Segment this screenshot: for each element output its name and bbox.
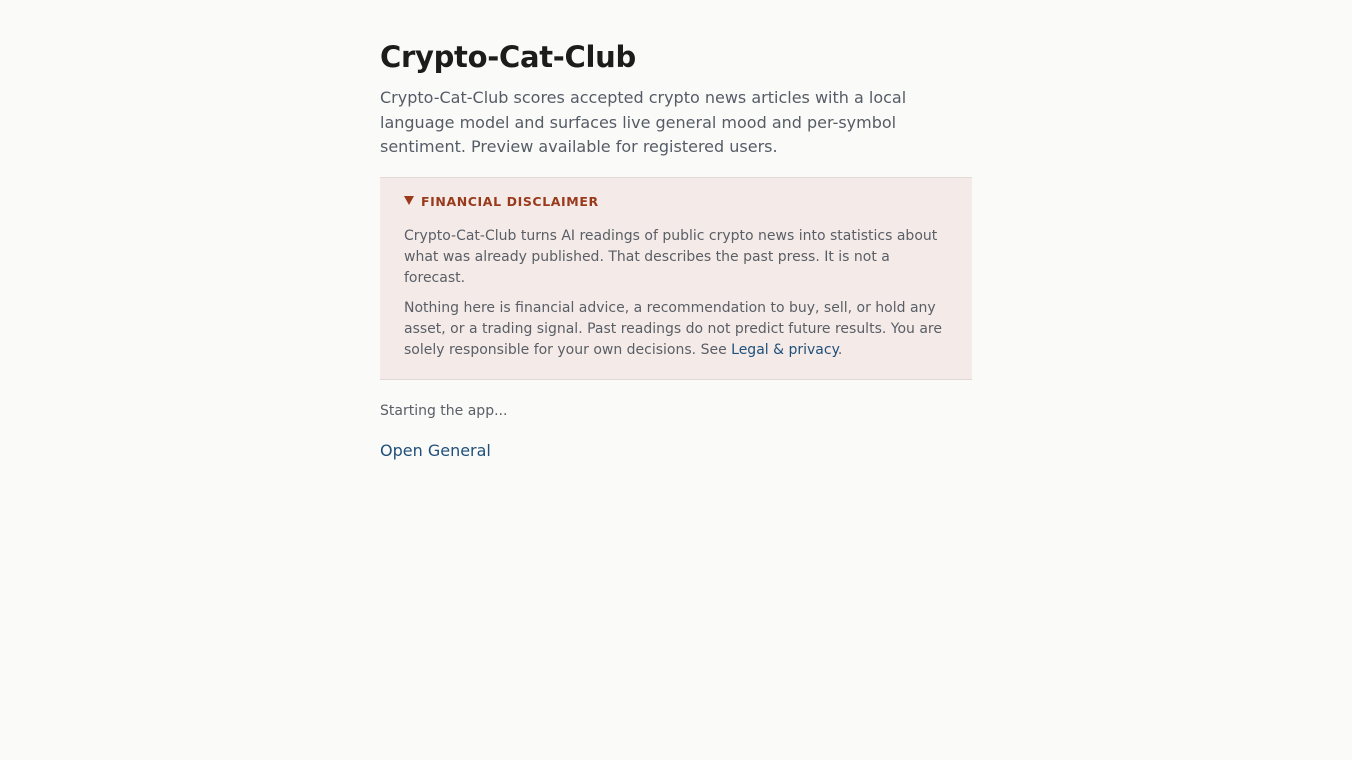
main-content — [380, 0, 972, 461]
intro-text: Crypto-Cat-Club scores accepted crypto news articles with a local language model and surfaces live general mood and per-symbol sentiment. Preview available for registered users. — [380, 88, 907, 156]
disclaimer-toggle[interactable] — [404, 194, 948, 210]
open-general-link[interactable]: Open General — [380, 440, 491, 460]
disclaimer-paragraph: Crypto-Cat-Club turns AI readings of public crypto news into statistics about what was already published. That describes the past press. It is not a forecast. — [404, 227, 938, 286]
legal-privacy-link[interactable]: Legal & privacy — [731, 341, 838, 358]
disclaimer-title: FINANCIAL DISCLAIMER — [421, 194, 599, 209]
financial-disclaimer — [380, 177, 972, 380]
disclaimer-paragraph-text: Nothing here is financial advice, a recommendation to buy, sell, or hold any asset, or a trading signal. Past readings do not predict future results. You are solely responsible for your own decisions. See — [404, 299, 942, 358]
page-title: Crypto-Cat-Club — [380, 40, 636, 74]
status-text: Starting the app... — [380, 402, 508, 419]
triangle-down-icon — [404, 196, 414, 205]
disclaimer-paragraph — [404, 298, 948, 361]
disclaimer-paragraph-end: . — [837, 341, 843, 358]
